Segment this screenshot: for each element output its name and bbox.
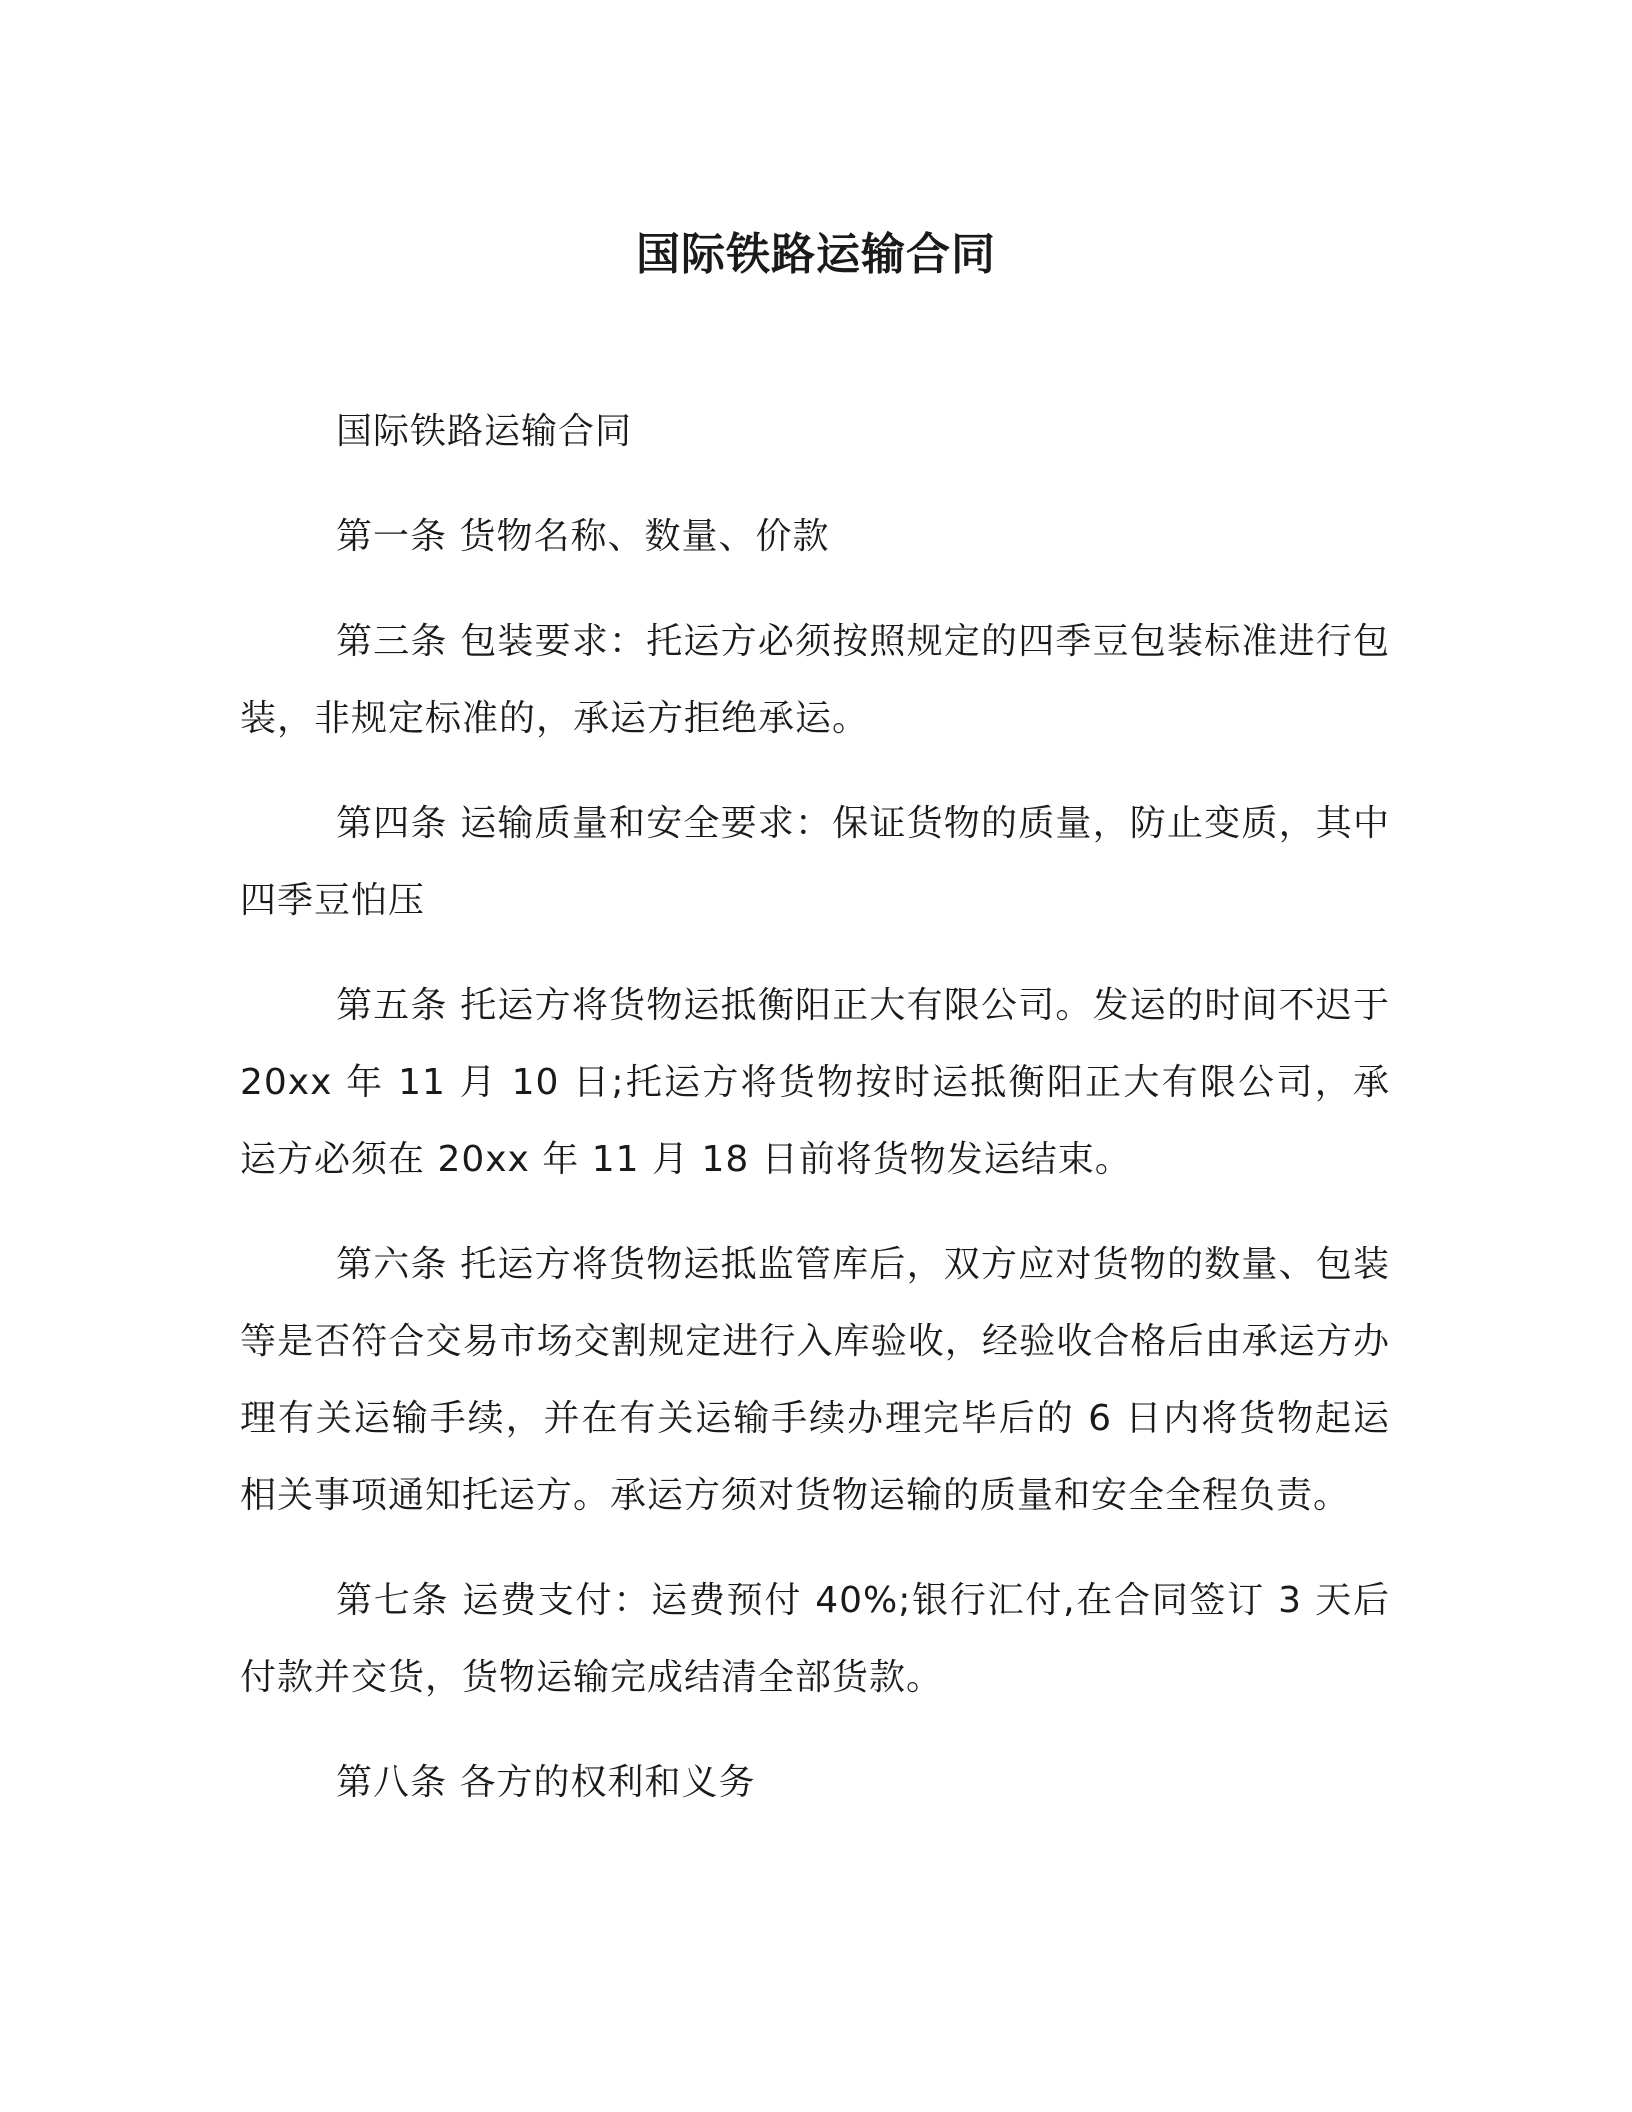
paragraph-article-3: 第三条 包装要求：托运方必须按照规定的四季豆包装标准进行包装，非规定标准的，承运方拒绝承运。 xyxy=(240,621,1390,739)
paragraph-article-5: 第五条 托运方将货物运抵衡阳正大有限公司。发运的时间不迟于20xx 年 11 月 10 日;托运方将货物按时运抵衡阳正大有限公司，承运方必须在 20xx 年 11 月 18 日前将货物发运结束。 xyxy=(240,985,1390,1180)
paragraph-article-1: 第一条 货物名称、数量、价款 xyxy=(336,516,830,557)
paragraph-heading: 国际铁路运输合同 xyxy=(336,411,633,452)
paragraph-article-7: 第七条 运费支付：运费预付 40%;银行汇付,在合同签订 3 天后付款并交货，货物运输完成结清全部货款。 xyxy=(240,1580,1390,1698)
paragraph-article-4: 第四条 运输质量和安全要求：保证货物的质量，防止变质，其中四季豆怕压 xyxy=(240,803,1390,921)
paragraph-article-8: 第八条 各方的权利和义务 xyxy=(336,1762,756,1803)
document-body xyxy=(240,393,1390,1849)
paragraph-article-6: 第六条 托运方将货物运抵监管库后，双方应对货物的数量、包装等是否符合交易市场交割规定进行入库验收，经验收合格后由承运方办理有关运输手续，并在有关运输手续办理完毕后的 6 日内将货物起运相关事项通知托运方。承运方须对货物运输的质量和安全全程负责。 xyxy=(240,1244,1390,1516)
document-title: 国际铁路运输合同 xyxy=(636,229,996,280)
